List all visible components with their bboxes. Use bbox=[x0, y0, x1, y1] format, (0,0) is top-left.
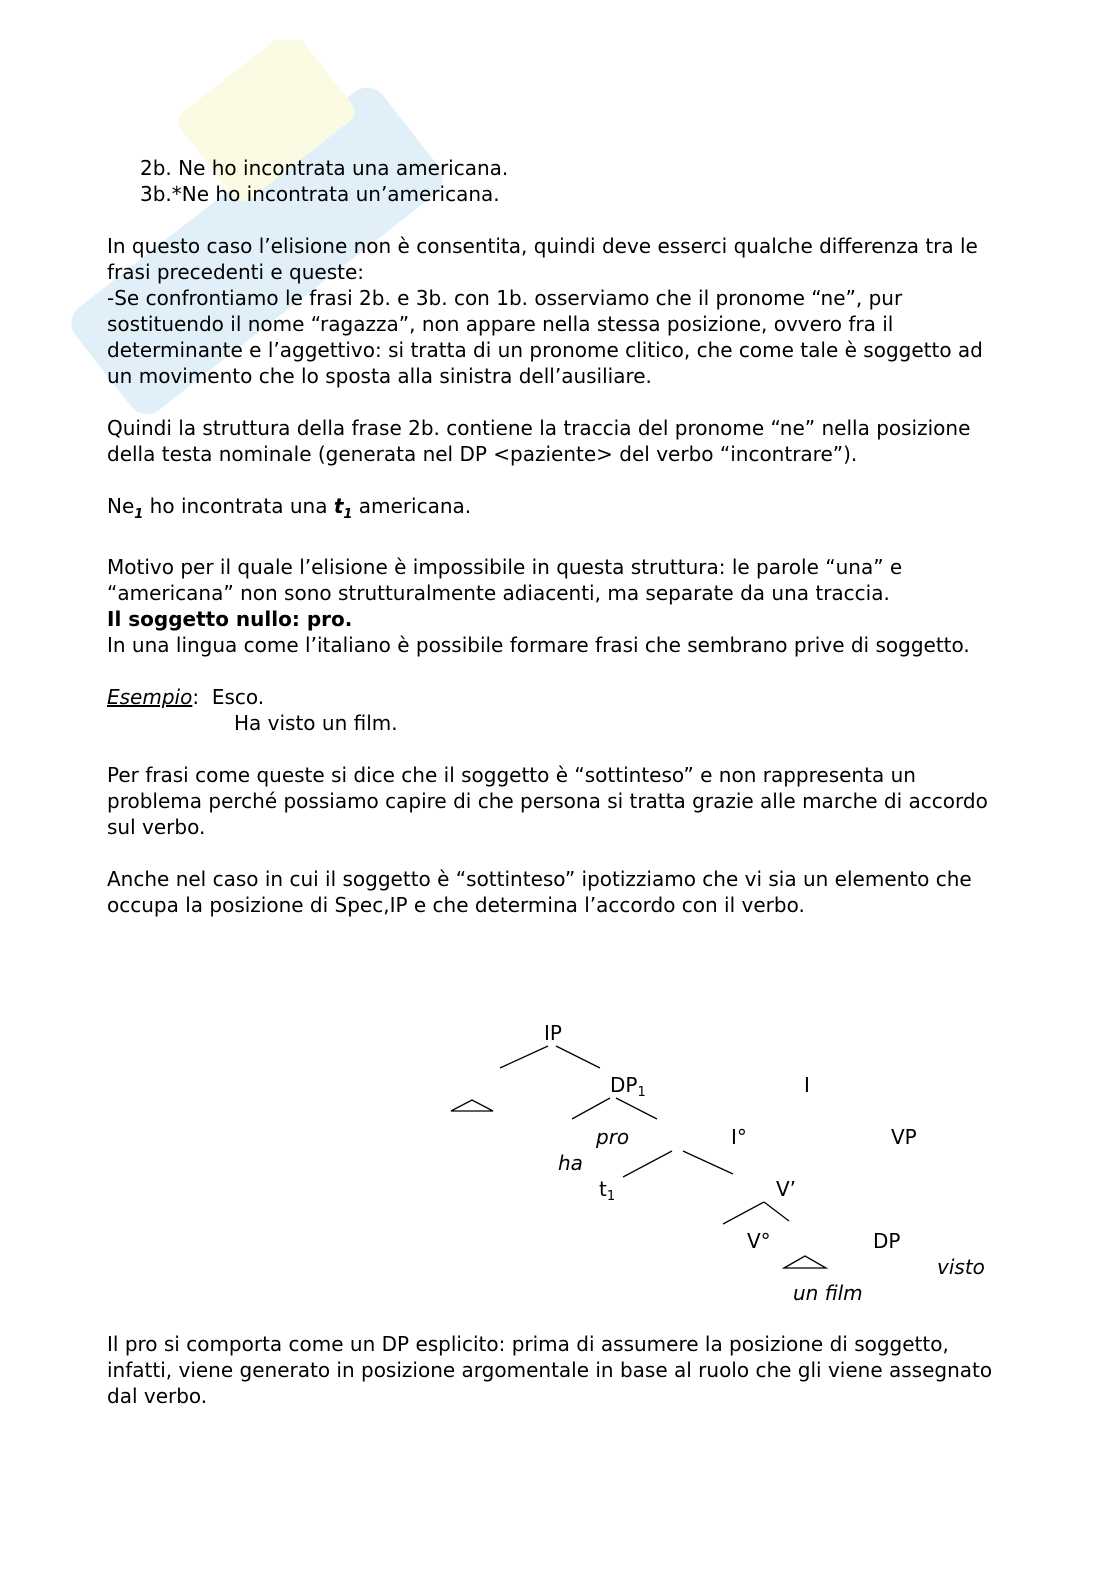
paragraph-6: Per frasi come queste si dice che il soggetto è “sottinteso” e non rappresenta un problema perché possiamo capire di che persona si tratta grazie alle marche di accordo sul verbo. bbox=[107, 763, 988, 839]
closing-paragraph bbox=[107, 1331, 1007, 1409]
trace-word-ne: Ne bbox=[107, 494, 135, 518]
branch-ip-left bbox=[500, 1046, 548, 1068]
paragraph-4: Motivo per il quale l’elisione è impossibile in questa struttura: le parole “una” e “americana” non sono strutturalmente adiacenti, ma separate da una traccia. bbox=[107, 555, 903, 605]
trace-index-2: 1 bbox=[343, 507, 353, 522]
branch-vbar-right bbox=[764, 1202, 789, 1221]
node-dp1: $DP_1$ bbox=[610, 1073, 646, 1100]
node-t1: $t_1$ bbox=[599, 1177, 616, 1204]
node-ip: IP bbox=[544, 1021, 562, 1045]
node-ha: ha bbox=[558, 1151, 583, 1175]
paragraph-2: -Se confrontiamo le frasi 2b. e 3b. con 1b. osserviamo che il pronome “ne”, pur sostituendo il nome “ragazza”, non appare nella stessa posizione, ovvero fra il determinante e l’aggettivo: si tratta di un pronome clitico, che come tale è soggetto ad un movimento che lo sposta alla sinistra dell’ausiliare. bbox=[107, 286, 983, 388]
trace-t: t bbox=[333, 494, 344, 518]
node-vp: VP bbox=[891, 1125, 917, 1149]
triangle-un-film bbox=[784, 1256, 826, 1268]
node-i-bar: I bbox=[804, 1073, 810, 1097]
paragraph-3: Quindi la struttura della frase 2b. contiene la traccia del pronome “ne” nella posizione della testa nominale (generata nel DP <paziente> del verbo “incontrare”). bbox=[107, 416, 971, 466]
branch-vp-right bbox=[683, 1151, 733, 1174]
triangle-left bbox=[451, 1100, 493, 1111]
node-dp: DP bbox=[873, 1229, 901, 1253]
trace-index-1: 1 bbox=[134, 507, 144, 522]
branch-vbar-left bbox=[723, 1202, 764, 1224]
branch-dp1-right bbox=[616, 1098, 657, 1119]
example-line-1: Esco. bbox=[211, 685, 265, 709]
node-v-head: V° bbox=[747, 1229, 771, 1253]
example-line-2: Ha visto un film. bbox=[234, 711, 398, 735]
node-pro: pro bbox=[596, 1125, 630, 1149]
node-v-bar: V’ bbox=[776, 1177, 797, 1201]
branch-vp-left bbox=[623, 1151, 672, 1177]
branch-ip-right bbox=[556, 1046, 600, 1068]
node-visto: visto bbox=[937, 1255, 985, 1279]
node-i-head: I° bbox=[731, 1125, 747, 1149]
branch-dp1-left bbox=[572, 1098, 610, 1119]
trace-middle: ho incontrata una bbox=[143, 494, 334, 518]
section-heading: Il soggetto nullo: pro. bbox=[107, 607, 353, 631]
paragraph-8: Il pro si comporta come un DP esplicito: prima di assumere la posizione di soggetto, infatti, viene generato in posizione argomentale in base al ruolo che gli viene assegnato dal verbo. bbox=[107, 1332, 993, 1408]
trace-end: americana. bbox=[352, 494, 472, 518]
paragraph-5: In una lingua come l’italiano è possibile formare frasi che sembrano prive di soggetto. bbox=[107, 633, 970, 657]
example-2b: 2b. Ne ho incontrata una americana. bbox=[140, 156, 509, 180]
paragraph-1: In questo caso l’elisione non è consentita, quindi deve esserci qualche differenza tra le frasi precedenti e queste: bbox=[107, 234, 978, 284]
node-un-film: un film bbox=[793, 1281, 863, 1305]
example-3b: 3b.*Ne ho incontrata un’americana. bbox=[140, 182, 500, 206]
paragraph-7: Anche nel caso in cui il soggetto è “sottinteso” ipotizziamo che vi sia un elemento che occupa la posizione di Spec,IP e che determina l’accordo con il verbo. bbox=[107, 867, 972, 917]
example-label: Esempio bbox=[107, 685, 193, 709]
example-colon: : bbox=[192, 685, 200, 709]
